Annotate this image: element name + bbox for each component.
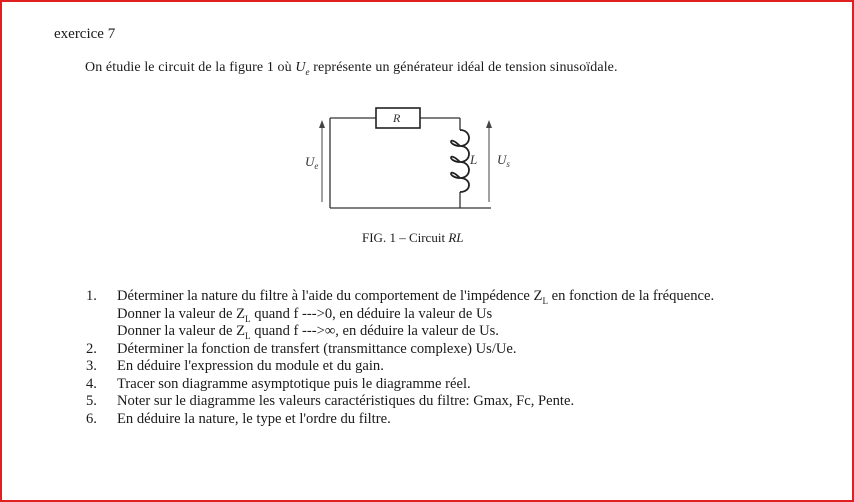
question-number: 2. <box>86 340 97 357</box>
question-number: 1. <box>86 288 97 304</box>
intro-variable: $U_e$ <box>295 60 310 77</box>
inductor-symbol <box>451 130 469 192</box>
output-arrow-head <box>486 120 492 128</box>
question-item: 3. En déduire l'expression du module et du gain. <box>86 358 384 374</box>
question-item: 2. Déterminer la fonction de transfert (transmittance complexe) Us/Ue. <box>86 340 517 357</box>
question-item: 6. En déduire la nature, le type et l'ordre du filtre. <box>86 410 391 427</box>
question-subline: Donner la valeur de $Z_L$ quand f --->0, en déduire la valeur de Us <box>117 305 493 324</box>
question-number: 4. <box>86 375 97 392</box>
resistor-label: R <box>393 111 401 125</box>
output-voltage-label: $U_s$ <box>497 152 510 169</box>
question-item: 5. Noter sur le diagramme les valeurs caractéristiques du filtre: Gmax, Fc, Pente. <box>86 393 575 409</box>
intro-text-before: On étudie le circuit de la figure 1 où <box>85 60 296 75</box>
question-number: 5. <box>86 393 97 409</box>
question-list <box>86 288 746 428</box>
circuit-diagram <box>2 2 852 262</box>
question-item: 1. Déterminer la nature du filtre à l'aide du comportement de l'impédence $Z_L$ en fonction de la fréquence. Donner la valeur de $Z_L$ quand f --->0, en déduire la valeur de Us Donner la valeur de $Z_L$ quand f --->∞, en déduire la valeur de Us. <box>86 288 746 341</box>
exercise-title: exercice 7 <box>54 26 116 42</box>
intro-text-after: représente un générateur idéal de tension sinusoïdale. <box>309 60 618 75</box>
question-number: 3. <box>86 358 97 374</box>
input-voltage-label: $U_e$ <box>305 154 319 171</box>
question-number: 6. <box>86 410 97 427</box>
input-arrow-head <box>319 120 325 128</box>
inductor-label: L <box>470 152 478 167</box>
figure-caption: FIG. 1 – Circuit RL <box>362 230 464 245</box>
question-item: 4. Tracer son diagramme asymptotique puis le diagramme réel. <box>86 375 471 392</box>
question-subline: Donner la valeur de $Z_L$ quand f --->∞, en déduire la valeur de Us. <box>117 323 499 341</box>
